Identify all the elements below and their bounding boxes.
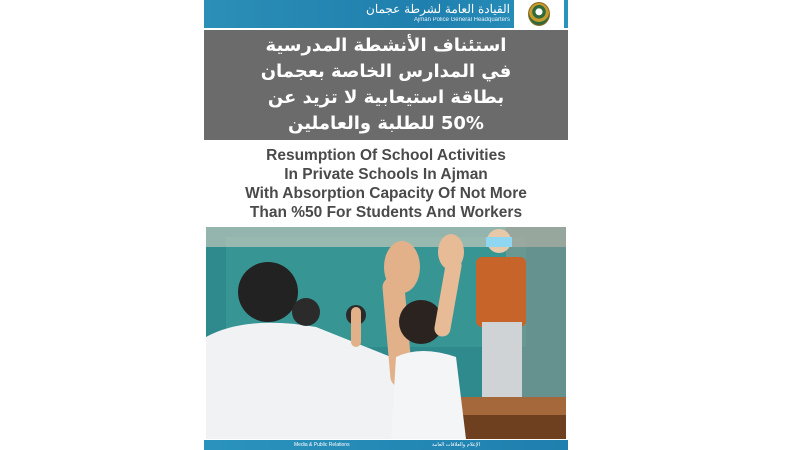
english-headline-line: With Absorption Capacity Of Not More bbox=[245, 185, 527, 202]
english-headline-line: Resumption Of School Activities bbox=[266, 147, 506, 164]
english-headline bbox=[204, 146, 568, 222]
police-emblem-icon bbox=[514, 0, 564, 28]
footer-label-english: Media & Public Relations bbox=[294, 442, 350, 448]
footer-bar bbox=[204, 440, 568, 450]
english-headline-line: In Private Schools In Ajman bbox=[284, 166, 488, 183]
news-poster bbox=[204, 0, 568, 450]
arabic-headline-line: 50% للطلبة والعاملين bbox=[288, 113, 484, 134]
emblem-badge bbox=[528, 2, 550, 26]
org-name-arabic: القيادة العامة لشرطة عجمان bbox=[366, 2, 510, 16]
classroom-illustration bbox=[206, 227, 566, 439]
arabic-headline-line: استئناف الأنشطة المدرسية bbox=[265, 35, 507, 56]
english-headline-line: Than %50 For Students And Workers bbox=[249, 204, 523, 221]
arabic-headline-line: في المدارس الخاصة بعجمان bbox=[260, 61, 512, 82]
org-name bbox=[366, 2, 510, 24]
header-bar bbox=[204, 0, 568, 28]
arabic-headline-line: بطاقة استيعابية لا تزيد عن bbox=[267, 87, 505, 108]
classroom-photo bbox=[206, 227, 566, 439]
org-name-english: Ajman Police General Headquarters bbox=[413, 17, 510, 23]
arabic-headline bbox=[204, 30, 568, 140]
footer-label-arabic: الإعلام والعلاقات العامة bbox=[432, 442, 481, 448]
